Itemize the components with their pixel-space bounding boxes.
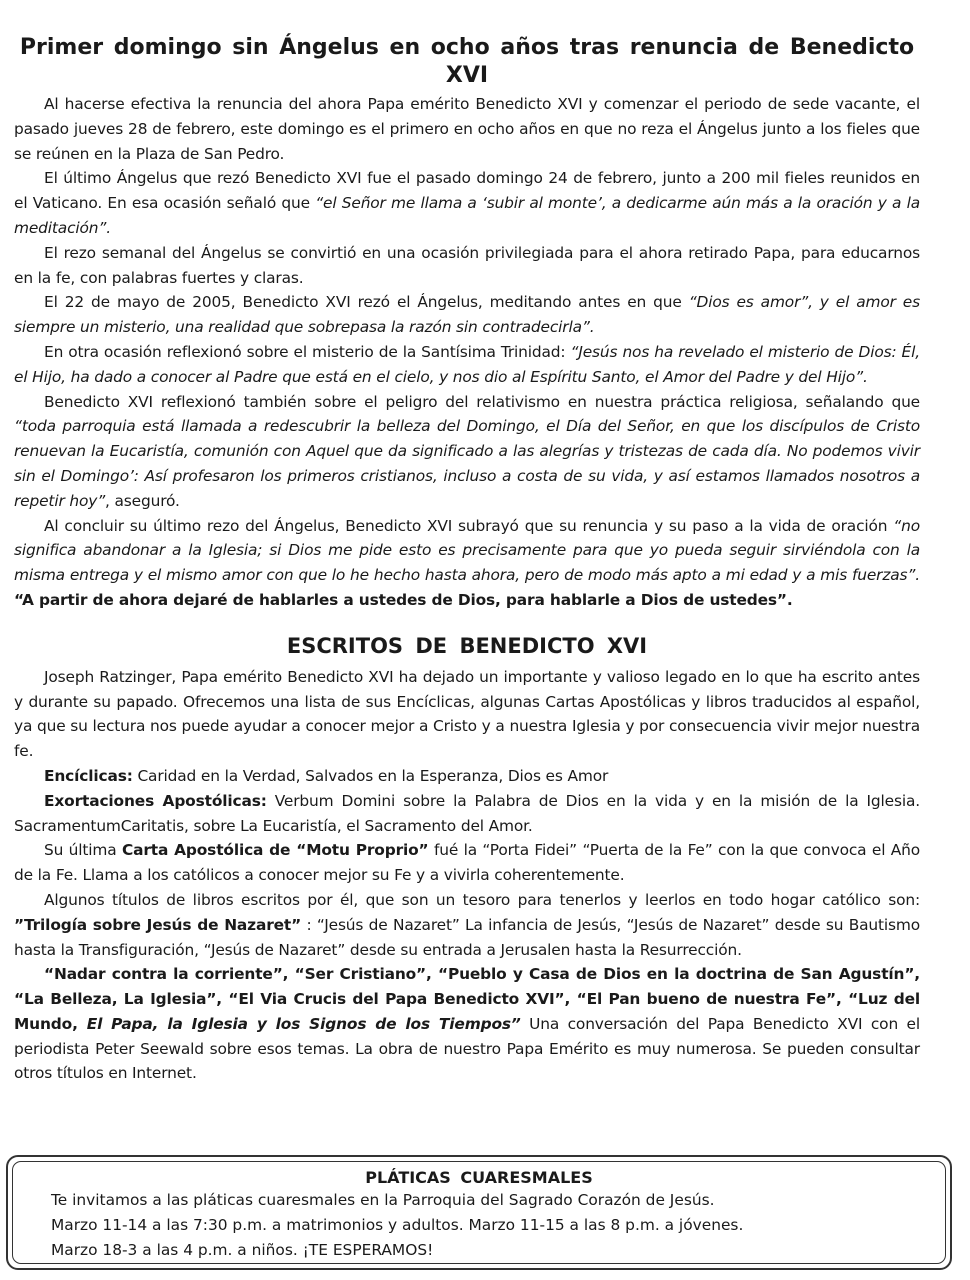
titulos: “Nadar contra la corriente”, “Ser Cristiano”, “Pueblo y Casa de Dios en la doctrina de San Agustín”, “La Belleza, La Iglesia”, “El Via Crucis del Papa Benedicto XVI”, “El Pan bueno de nuestra Fe”, “Luz del Mundo, El Papa, la Iglesia y los Signos de los Tiempos” Una conversación del Papa Benedicto XVI con el periodista Peter Seewald sobre esos temas. La obra de nuestro Papa Emérito es muy numerosa. Se pueden consultar otros títulos en Internet. bbox=[14, 965, 920, 1083]
exortaciones: Exortaciones Apostólicas: Verbum Domini sobre la Palabra de Dios en la vida y en la misión de la Iglesia. SacramentumCaritatis, sobre La Eucaristía, el Sacramento del Amor. bbox=[14, 791, 921, 835]
paragraph-7: Al concluir su último rezo del Ángelus, Benedicto XVI subrayó que su renuncia y su paso a la vida de oración “no significa abandonar a la Iglesia; si Dios me pide esto es precisamente para que yo pueda seguir sirviéndola con la misma entrega y el mismo amor con que lo he hecho hasta ahora, pero de modo más apto a mi edad y a mis fuerzas”. “A partir de ahora dejaré de hablarles a ustedes de Dios, para hablarle a Dios de ustedes”. bbox=[14, 516, 920, 609]
article bbox=[14, 34, 920, 1086]
section-title: ESCRITOS DE BENEDICTO XVI bbox=[286, 633, 648, 658]
paragraph-3: El rezo semanal del Ángelus se convirtió en una ocasión privilegiada para el ahora retirado Papa, para educarnos en la fe, con palabras fuertes y claras. bbox=[14, 243, 920, 287]
paragraph-4: El 22 de mayo de 2005, Benedicto XVI rezó el Ángelus, meditando antes en que “Dios es amor”, y el amor es siempre un misterio, una realidad que sobrepasa la razón sin contradecirla”. bbox=[14, 293, 920, 337]
carta-apostolica: Su última Carta Apostólica de “Motu Proprio” fué la “Porta Fidei” “Puerta de la Fe” con la que convoca el Año de la Fe. Llama a los católicos a conocer mejor su Fe y a vivirla coherentemente. bbox=[14, 841, 921, 885]
quote: “toda parroquia está llamada a redescubrir la belleza del Domingo, el Día del Señor, en que los discípulos de Cristo renuevan la Eucaristía, comunión con Aquel que da significado a las alegrías y tristezas de cada día. No podemos vivir sin el Domingo’: Así profesaron los primeros cristianos, incluso a costa de su vida, y así estamos llamados nosotros a repetir hoy” bbox=[14, 417, 920, 510]
platicas-line-2: Marzo 11-14 a las 7:30 p.m. a matrimonios y adultos. Marzo 11-15 a las 8 p.m. a jóvenes. bbox=[51, 1216, 744, 1234]
quote: “Jesús nos ha revelado el misterio de Dios: Él, el Hijo, ha dado a conocer al Padre que está en el cielo, y nos dio al Espíritu Santo, el Amor del Padre y del Hijo”. bbox=[14, 342, 920, 386]
platicas-box-inner bbox=[12, 1161, 946, 1264]
quote: “el Señor me llama a ‘subir al monte’, a dedicarme aún más a la oración y a la meditación”. bbox=[14, 194, 921, 237]
platicas-line-1: Te invitamos a las pláticas cuaresmales en la Parroquia del Sagrado Corazón de Jesús. bbox=[51, 1191, 715, 1209]
paragraph-1: Al hacerse efectiva la renuncia del ahora Papa emérito Benedicto XVI y comenzar el periodo de sede vacante, el pasado jueves 28 de febrero, este domingo es el primero en ocho años en que no reza el Ángelus junto a los fieles que se reúnen en la Plaza de San Pedro. bbox=[14, 95, 920, 163]
bold-quote: “A partir de ahora dejaré de hablarles a ustedes de Dios, para hablarle a Dios de ustedes”. bbox=[14, 590, 793, 609]
platicas-box bbox=[6, 1155, 952, 1270]
article-title: Primer domingo sin Ángelus en ocho años tras renuncia de Benedicto XVI bbox=[19, 35, 915, 88]
quote: “Dios es amor”, y el amor es siempre un misterio, una realidad que sobrepasa la razón sin contradecirla”. bbox=[14, 293, 920, 337]
paragraph-5: En otra ocasión reflexionó sobre el misterio de la Santísima Trinidad: “Jesús nos ha revelado el misterio de Dios: Él, el Hijo, ha dado a conocer al Padre que está en el cielo, y nos dio al Espíritu Santo, el Amor del Padre y del Hijo”. bbox=[14, 342, 920, 386]
escritos-intro: Joseph Ratzinger, Papa emérito Benedicto XVI ha dejado un importante y valioso legado en lo que ha escrito antes y durante su papado. Ofrecemos una lista de sus Encíclicas, algunas Cartas Apostólicas y libros traducidos al español, ya que su lectura nos puede ayudar a conocer mejor a Cristo y a nuestra Iglesia y por consecuencia vivir mejor nuestra fe. bbox=[14, 667, 920, 761]
enciclicas: Encíclicas: Caridad en la Verdad, Salvados en la Esperanza, Dios es Amor bbox=[44, 766, 609, 785]
platicas-title: PLÁTICAS CUARESMALES bbox=[365, 1168, 593, 1187]
paragraph-6: Benedicto XVI reflexionó también sobre el peligro del relativismo en nuestra práctica religiosa, señalando que “toda parroquia está llamada a redescubrir la belleza del Domingo, el Día del Señor, en que los discípulos de Cristo renuevan la Eucaristía, comunión con Aquel que da significado a las alegrías y tristezas de cada día. No podemos vivir sin el Domingo’: Así profesaron los primeros cristianos, incluso a costa de su vida, y así estamos llamados nosotros a repetir hoy”, aseguró. bbox=[14, 392, 920, 510]
platicas-line-3: Marzo 18-3 a las 4 p.m. a niños. ¡TE ESPERAMOS! bbox=[51, 1241, 434, 1259]
paragraph-2: El último Ángelus que rezó Benedicto XVI fue el pasado domingo 24 de febrero, junto a 200 mil fieles reunidos en el Vaticano. En esa ocasión señaló que “el Señor me llama a ‘subir al monte’, a dedicarme aún más a la oración y a la meditación”. bbox=[14, 169, 921, 237]
libros: Algunos títulos de libros escritos por él, que son un tesoro para tenerlos y leerlos en todo hogar católico son: ”Trilogía sobre Jesús de Nazaret” : “Jesús de Nazaret” La infancia de Jesús, “Jesús de Nazaret” desde su Bautismo hasta la Transfiguración, “Jesús de Nazaret” desde su entrada a Jerusalen hasta la Resurrección. bbox=[14, 890, 920, 959]
quote: “no significa abandonar a la Iglesia; si Dios me pide esto es precisamente para que yo pueda seguir sirviéndola con la misma entrega y el mismo amor con que lo he hecho hasta ahora, pero de modo más apto a mi edad y a mis fuerzas”. bbox=[14, 516, 920, 585]
